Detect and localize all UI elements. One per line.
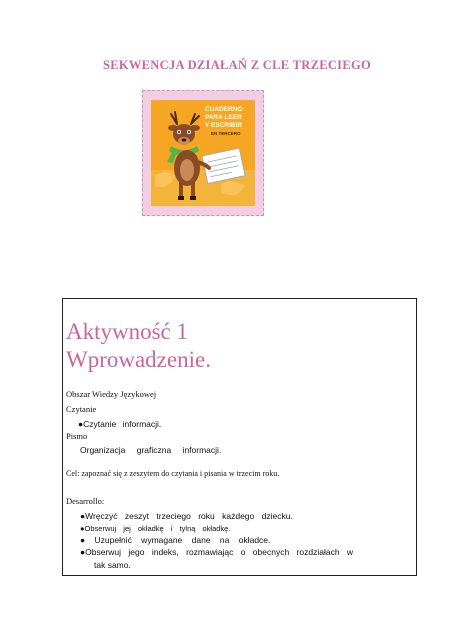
step-item: ●Obserwuj jej okładkę i tylną okładkę. xyxy=(80,524,231,533)
activity-title-line-2: Wprowadzenie. xyxy=(66,347,211,372)
notebook-cover-image xyxy=(142,90,264,216)
knowledge-area: Obszar Wiedzy Językowej xyxy=(66,389,157,399)
writing-item: Organizacja graficzna informacji. xyxy=(80,445,222,455)
activity-title-line-1: Aktywność 1 xyxy=(66,319,189,344)
cover-title-line-1: CUADERNO xyxy=(205,106,243,113)
reading-item: ●Czytanie informacji. xyxy=(78,419,162,429)
goal-text: Cel: zapoznać się z zeszytem do czytania i pisania w trzecim roku. xyxy=(66,469,280,478)
cover-title-line-3: Y ESCRIBIR xyxy=(205,122,243,129)
reading-label: Czytanie xyxy=(66,404,97,414)
step-item: ● Uzupełnić wymagane dane na okładce. xyxy=(80,535,271,545)
cover-title-line-4: EN TERCERO xyxy=(211,131,241,136)
cover-illustration xyxy=(151,100,255,206)
activity-title xyxy=(66,318,211,374)
cover-title-line-2: PARA LEER xyxy=(205,114,242,121)
step-item-continuation: tak samo. xyxy=(94,560,131,570)
step-item: ●Obserwuj jego indeks, rozmawiając o obecnych rozdziałach w xyxy=(80,547,354,557)
writing-label: Pismo xyxy=(66,431,88,441)
step-item: ●Wręczyć zeszyt trzeciego roku każdego dziecku. xyxy=(80,511,293,521)
deer-illustration xyxy=(151,100,255,206)
development-label: Desarrollo: xyxy=(66,496,105,506)
page-heading: SEKWENCJA DZIAŁAŃ Z CLE TRZECIEGO xyxy=(102,58,372,72)
